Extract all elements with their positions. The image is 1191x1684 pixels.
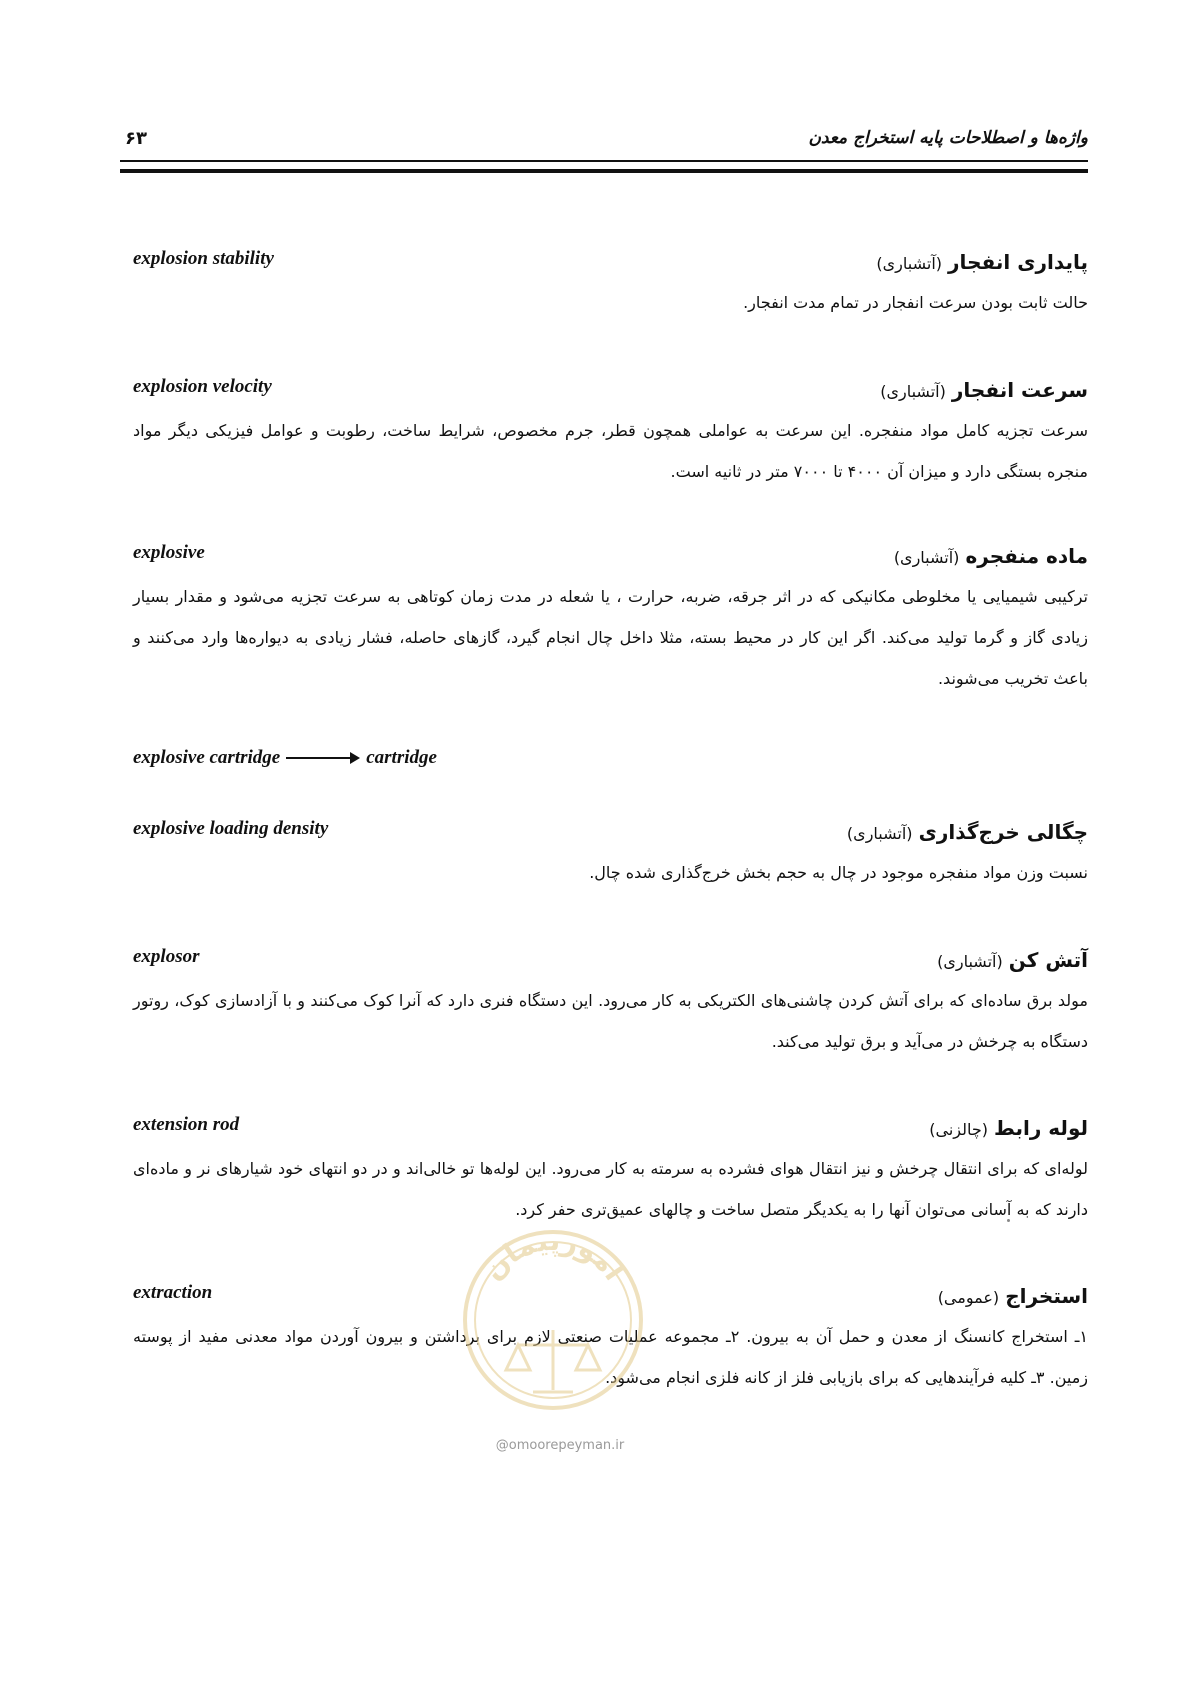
subject-field: (چالزنی) bbox=[929, 1120, 988, 1139]
english-term: explosive bbox=[133, 542, 205, 563]
persian-term bbox=[847, 820, 1088, 844]
persian-term bbox=[894, 544, 1088, 568]
glossary-entry-explosive bbox=[133, 542, 1088, 699]
persian-term-label: چگالی خرج‌گذاری bbox=[918, 820, 1088, 844]
header-rule bbox=[120, 160, 1088, 173]
persian-term-label: لوله رابط bbox=[994, 1116, 1088, 1140]
english-term: explosion velocity bbox=[133, 376, 272, 397]
subject-field: (آتشباری) bbox=[880, 382, 946, 401]
crossref-target-term: cartridge bbox=[366, 747, 437, 768]
term-row bbox=[133, 818, 1088, 852]
definition-text: ترکیبی شیمیایی یا مخلوطی مکانیکی که در اثر جرقه، ضربه، حرارت ، یا شعله در مدت زمان کوتاهی به سرعت تجزیه می‌شود و مقدار بسیار زیادی گاز و گرما تولید می‌کند. اگر این کار در محیط بسته، مثلا داخل چال انجام گیرد، گازهای حاصله، فشار زیادی به دیواره‌ها وارد می‌کنند و باعث تخریب می‌شوند. bbox=[133, 587, 1088, 688]
definition-text: سرعت تجزیه کامل مواد منفجره. این سرعت به عواملی همچون قطر، جرم مخصوص، شرایط ساخت، رطوبت و عوامل فیزیکی دیگر مواد منجره بستگی دارد و میزان آن ۴۰۰۰ تا ۷۰۰۰ متر در ثانیه است. bbox=[133, 421, 1088, 481]
page-number: ۶۳ bbox=[125, 128, 147, 149]
definition-text: مولد برق ساده‌ای که برای آتش کردن چاشنی‌های الکتریکی به کار می‌رود. این دستگاه فنری دارد که آنرا کوک می‌کنند و با آزادسازی کوک، روتور دستگاه به چرخش در می‌آید و برق تولید می‌کند. bbox=[133, 991, 1088, 1051]
running-header-title: واژه‌ها و اصطلاحات پایه استخراج معدن bbox=[808, 128, 1088, 148]
persian-term bbox=[880, 378, 1088, 402]
subject-field: (آتشباری) bbox=[876, 254, 942, 273]
glossary-entry-explosion-stability bbox=[133, 248, 1088, 323]
glossary-entry-explosion-velocity bbox=[133, 376, 1088, 492]
english-term: extraction bbox=[133, 1282, 213, 1303]
persian-term bbox=[929, 1116, 1088, 1140]
glossary-entry-explosive-loading-density bbox=[133, 818, 1088, 893]
definition-text: ۱ـ استخراج کانسنگ از معدن و حمل آن به بیرون. ۲ـ مجموعه عملیات صنعتی لازم برای برداشتن و بیرون آوردن مواد معدنی مفید از پوسته زمین. ۳ـ کلیه فرآیندهایی که برای بازیابی فلز از کانه فلزی انجام می‌شود. bbox=[133, 1327, 1089, 1387]
english-term: explosor bbox=[133, 946, 200, 967]
persian-term bbox=[938, 1284, 1088, 1308]
svg-text:امورپیمان bbox=[476, 1224, 631, 1286]
arrow-right-icon bbox=[286, 757, 358, 759]
english-term: explosive loading density bbox=[133, 818, 329, 839]
subject-field: (عمومی) bbox=[937, 1288, 1000, 1307]
persian-term-label: ماده منفجره bbox=[965, 544, 1088, 568]
stray-dot-mark bbox=[1007, 1219, 1010, 1222]
persian-term bbox=[937, 948, 1088, 972]
subject-field: (آتشباری) bbox=[893, 548, 960, 567]
persian-term-label: استخراج bbox=[1005, 1284, 1088, 1308]
term-row bbox=[133, 946, 1088, 980]
english-term: extension rod bbox=[133, 1114, 240, 1135]
definition-text: نسبت وزن مواد منفجره موجود در چال به حجم بخش خرج‌گذاری شده چال. bbox=[589, 863, 1088, 882]
glossary-entry-extension-rod bbox=[133, 1114, 1088, 1230]
term-row bbox=[133, 1114, 1088, 1148]
subject-field: (آتشباری) bbox=[937, 952, 1003, 971]
english-term: explosion stability bbox=[133, 248, 274, 269]
persian-term-label: آتش کن bbox=[1008, 948, 1088, 972]
glossary-entry-explosor bbox=[133, 946, 1088, 1062]
term-row bbox=[133, 248, 1088, 282]
subject-field: (آتشباری) bbox=[846, 824, 913, 843]
definition-text: حالت ثابت بودن سرعت انفجار در تمام مدت انفجار. bbox=[743, 293, 1088, 312]
persian-term bbox=[876, 250, 1088, 274]
definition-text: لوله‌ای که برای انتقال چرخش و نیز انتقال هوای فشرده به سرمته به کار می‌رود. این لوله‌ها تو خالی‌اند و در دو انتهای خود شیارهای نر و ماده‌ای دارند که به آسانی می‌توان آنها را به یکدیگر متصل ساخت و چالهای عمیق‌تری حفر کرد. bbox=[133, 1159, 1088, 1219]
persian-term-label: پایداری انفجار bbox=[948, 250, 1088, 274]
watermark-seal-logo bbox=[458, 1220, 648, 1420]
persian-term-label: سرعت انفجار bbox=[951, 378, 1088, 402]
term-row bbox=[133, 376, 1088, 410]
crossref-from-term: explosive cartridge bbox=[133, 747, 281, 768]
term-row bbox=[133, 542, 1088, 576]
watermark-url: @omoorepeyman.ir bbox=[495, 1438, 625, 1453]
cross-reference-explosive-cartridge bbox=[133, 747, 437, 769]
watermark-seal-text: امورپیمان bbox=[476, 1223, 631, 1287]
